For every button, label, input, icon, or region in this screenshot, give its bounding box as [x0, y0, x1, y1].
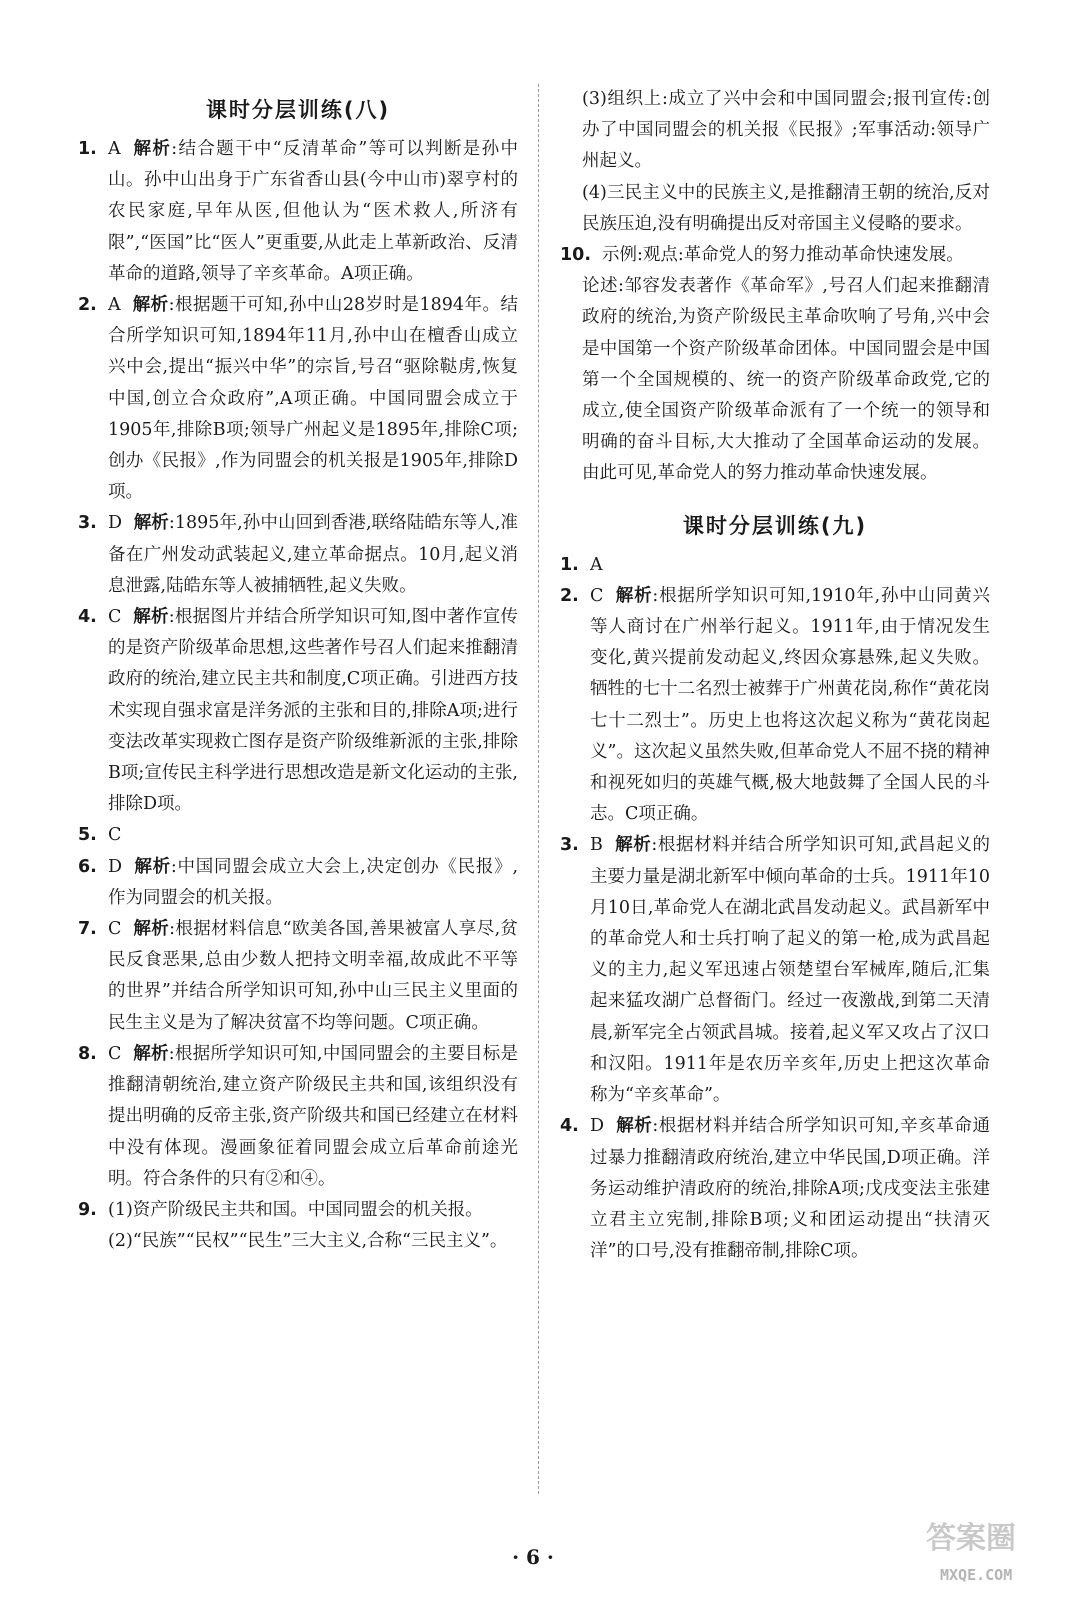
sub-answer-1: (1)资产阶级民主共和国。中国同盟会的机关报。: [108, 1199, 483, 1220]
watermark-main-text: 答案圈: [926, 1521, 1016, 1556]
answer-letter: A: [108, 139, 121, 159]
analysis-text: 根据材料信息“欧美各国,善果被富人享尽,贫民反食恶果,总由少数人把持文明幸福,故成此不平等的世界”并结合所学知识可知,孙中山三民主义里面的民生主义是为了解决贫富不均等问题。C项正确。: [108, 919, 519, 1033]
analysis-text: 根据所学知识可知,1910年,孙中山同黄兴等人商讨在广州举行起义。1911年,由于情况发生变化,黄兴提前发动起义,终因众寡悬殊,起义失败。牺牲的七十二名烈士被葬于广州黄花岗,称作“黄花岗七十二烈士”。历史上也将这次起义称为“黄花岗起义”。这次起义虽然失败,但革命党人不屈不挠的精神和视死如归的英雄气概,极大地鼓舞了全国人民的斗志。C项正确。: [590, 585, 991, 825]
analysis-label: 解析: [132, 295, 169, 316]
sub-answer-3: (3)组织上:成立了兴中会和中国同盟会;报刊宣传:创办了中国同盟会的机关报《民报》;军事活动:领导广州起义。: [582, 89, 990, 172]
answer-item-9-3: 3. B 解析:根据材料并结合所学知识可知,武昌起义的主要力量是湖北新军中倾向革命的士兵。1911年10月10日,革命党人在湖北武昌发动起义。武昌新军中的革命党人和士兵打响了起义的第一枪,成为武昌起义的主力,起义军迅速占领楚望台军械库,随后,汇集起来猛攻湖广总督衙门。经过一夜激战,到第二天清晨,新军完全占领武昌城。接着,起义军又攻占了汉口和汉阳。1911年是农历辛亥年,历史上把这次革命称为“辛亥革命”。: [560, 830, 990, 1111]
analysis-label: 解析: [134, 856, 171, 877]
sub-answer-4: (4)三民主义中的民族主义,是推翻清王朝的统治,反对民族压迫,没有明确提出反对帝国主义侵略的要求。: [582, 182, 990, 234]
answer-item-8-2: 2. A 解析:根据题干可知,孙中山28岁时是1894年。结合所学知识可知,1894年11月,孙中山在檀香山成立兴中会,提出“振兴中华”的宗旨,号召“驱除鞑虏,恢复中国,创立合众政府”,A项正确。中国同盟会成立于1905年,排除B项;领导广州起义是1895年,排除C项;创办《民报》,作为同盟会的机关报是1905年,排除D项。: [78, 290, 518, 508]
section-title-8: 课时分层训练(八): [205, 98, 391, 122]
analysis-text: 根据材料并结合所学知识可知,武昌起义的主要力量是湖北新军中倾向革命的士兵。1911年10月10日,革命党人在湖北武昌发动起义。武昌新军中的革命党人和士兵打响了起义的第一枪,成为武昌起义的主力,起义军迅速占领楚望台军械库,随后,汇集起来猛攻湖广总督衙门。经过一夜激战,到第二天清晨,新军完全占领武昌城。接着,起义军又攻占了汉口和汉阳。1911年是农历辛亥年,历史上把这次革命称为“辛亥革命”。: [590, 835, 990, 1106]
watermark-logo: [918, 1508, 1058, 1592]
analysis-label: 解析: [615, 585, 653, 606]
sub-answer-2: (2)“民族”“民权”“民生”三大主义,合称“三民主义”。: [108, 1231, 508, 1252]
watermark-url: MXQE.COM: [940, 1566, 1013, 1584]
analysis-text: 根据图片并结合所学知识可知,图中著作宣传的是资产阶级革命思想,这些著作号召人们起来推翻清政府的统治,建立民主共和制度,C项正确。引进西方技术实现自强求富是洋务派的主张和目的,排除A项;进行变法改革实现救亡图存是资产阶级维新派的主张,排除B项;宣传民主科学进行思想改造是新文化运动的主张,排除D项。: [108, 607, 518, 815]
answer-item-9-4: 4. D 解析:根据材料并结合所学知识可知,辛亥革命通过暴力推翻清政府统治,建立中华民国,D项正确。洋务运动维护清政府的统治,排除A项;戊戌变法主张建立君主立宪制,排除B项;义和团运动提出“扶清灭洋”的口号,没有推翻帝制,排除C项。: [560, 1111, 990, 1267]
item-number: 6.: [78, 856, 97, 877]
answer-item-8-8: 8. C 解析:根据所学知识可知,中国同盟会的主要目标是推翻清朝统治,建立资产阶级民主共和国,该组织没有提出明确的反帝主张,资产阶级共和国已经建立在材料中没有体现。漫画象征着同盟会成立后革命前途光明。符合条件的只有②和④。: [78, 1039, 518, 1195]
answer-item-8-3: 3. D 解析:1895年,孙中山回到香港,联络陆皓东等人,准备在广州发动武装起义,建立革命据点。10月,起义消息泄露,陆皓东等人被捕牺牲,起义失败。: [78, 508, 518, 602]
analysis-text: 1895年,孙中山回到香港,联络陆皓东等人,准备在广州发动武装起义,建立革命据点。10月,起义消息泄露,陆皓东等人被捕牺牲,起义失败。: [108, 513, 518, 596]
answer-item-8-1: 1. A 解析:结合题干中“反清革命”等可以判断是孙中山。孙中山出身于广东省香山县(今中山市)翠亨村的农民家庭,早年从医,但他认为“医术救人,所济有限”,“医国”比“医人”更重要,从此走上革新政治、反清革命的道路,领导了辛亥革命。A项正确。: [78, 134, 518, 290]
answer-item-8-9: [78, 1195, 518, 1257]
answer-letter: B: [590, 835, 603, 856]
answer-letter: C: [590, 585, 604, 606]
answer-letter: C: [108, 919, 122, 940]
answer-letter: C: [108, 825, 122, 846]
answer-letter: D: [108, 513, 123, 534]
analysis-text: 根据材料并结合所学知识可知,辛亥革命通过暴力推翻清政府统治,建立中华民国,D项正确。洋务运动维护清政府的统治,排除A项;戊戌变法主张建立君主立宪制,排除B项;义和团运动提出“扶清灭洋”的口号,没有推翻帝制,排除C项。: [590, 1116, 991, 1262]
item-number: 5.: [78, 825, 97, 846]
answer-item-8-4: 4. C 解析:根据图片并结合所学知识可知,图中著作宣传的是资产阶级革命思想,这些著作号召人们起来推翻清政府的统治,建立民主共和制度,C项正确。引进西方技术实现自强求富是洋务派的主张和目的,排除A项;进行变法改革实现救亡图存是资产阶级维新派的主张,排除B项;宣传民主科学进行思想改造是新文化运动的主张,排除D项。: [78, 602, 518, 820]
page-number: · 6 ·: [512, 1545, 554, 1569]
item-number: 3.: [78, 513, 97, 534]
analysis-text: 根据所学知识可知,中国同盟会的主要目标是推翻清朝统治,建立资产阶级民主共和国,该组织没有提出明确的反帝主张,资产阶级共和国已经建立在材料中没有体现。漫画象征着同盟会成立后革命前途光明。符合条件的只有②和④。: [108, 1043, 518, 1189]
item-number: 4.: [560, 1116, 579, 1137]
analysis-label: 解析: [133, 1043, 169, 1064]
analysis-label: 解析: [133, 919, 170, 940]
analysis-text: 中国同盟会成立大会上,决定创办《民报》,作为同盟会的机关报。: [108, 856, 519, 908]
item-number: 2.: [560, 585, 579, 606]
analysis-label: 解析: [133, 513, 169, 534]
answer-item-8-6: 6. D 解析:中国同盟会成立大会上,决定创办《民报》,作为同盟会的机关报。: [78, 852, 518, 914]
answer-letter: C: [108, 607, 122, 628]
analysis-label: 解析: [133, 607, 169, 628]
answer-item-9-2: 2. C 解析:根据所学知识可知,1910年,孙中山同黄兴等人商讨在广州举行起义。1911年,由于情况发生变化,黄兴提前发动起义,终因众寡悬殊,起义失败。牺牲的七十二名烈士被葬于广州黄花岗,称作“黄花岗七十二烈士”。历史上也将这次起义称为“黄花岗起义”。这次起义虽然失败,但革命党人不屈不挠的精神和视死如归的英雄气概,极大地鼓舞了全国人民的斗志。C项正确。: [560, 581, 990, 831]
item-number: 4.: [78, 607, 97, 628]
item-number: 7.: [78, 919, 97, 940]
item-number: 3.: [560, 835, 579, 856]
answer-letter: C: [108, 1043, 122, 1064]
item-number: 8.: [78, 1043, 97, 1064]
analysis-text: 根据题干可知,孙中山28岁时是1894年。结合所学知识可知,1894年11月,孙中山在檀香山成立兴中会,提出“振兴中华”的宗旨,号召“驱除鞑虏,恢复中国,创立合众政府”,A项正确。中国同盟会成立于1905年,排除B项;领导广州起义是1895年,排除C项;创办《民报》,作为同盟会的机关报是1905年,排除D项。: [108, 295, 518, 503]
item-number: 10.: [560, 245, 592, 266]
right-column: [560, 84, 990, 1267]
answer-item-8-10: [560, 240, 990, 490]
column-divider: [538, 84, 539, 1494]
answer-letter: A: [108, 295, 121, 316]
answer-letter: A: [590, 554, 603, 575]
item-number: 9.: [78, 1199, 97, 1220]
answer-item-8-9-continued: [560, 84, 990, 240]
argument-text: 论述:邹容发表著作《革命军》,号召人们起来推翻清政府的统治,为资产阶级民主革命吹响了号角,兴中会是中国第一个资产阶级革命团体。中国同盟会是中国第一个全国规模的、统一的资产阶级革命政党,它的成立,使全国资产阶级革命派有了一个统一的领导和明确的奋斗目标,大大推动了全国革命运动的发展。由此可见,革命党人的努力推动革命快速发展。: [582, 276, 990, 484]
analysis-label: 解析: [616, 1116, 653, 1137]
answer-item-8-5: [78, 820, 518, 851]
analysis-label: 解析: [133, 139, 172, 159]
answer-item-9-1: [560, 550, 990, 581]
item-number: 1.: [560, 554, 579, 575]
answer-item-8-7: 7. C 解析:根据材料信息“欧美各国,善果被富人享尽,贫民反食恶果,总由少数人把持文明幸福,故成此不平等的世界”并结合所学知识可知,孙中山三民主义里面的民生主义是为了解决贫富不均等问题。C项正确。: [78, 914, 518, 1039]
answer-letter: D: [108, 856, 123, 877]
answer-letter: D: [590, 1116, 605, 1137]
item-number: 1.: [78, 139, 97, 159]
viewpoint-text: 示例:观点:革命党人的努力推动革命快速发展。: [602, 245, 964, 266]
analysis-label: 解析: [615, 835, 652, 856]
analysis-text: 结合题干中“反清革命”等可以判断是孙中山。孙中山出身于广东省香山县(今中山市)翠亨村的农民家庭,早年从医,但他认为“医术救人,所济有限”,“医国”比“医人”更重要,从此走上革新政治、反清革命的道路,领导了辛亥革命。A项正确。: [108, 139, 518, 284]
left-column: [78, 88, 518, 1257]
section-title-9: 课时分层训练(九): [682, 513, 868, 538]
item-number: 2.: [78, 295, 97, 316]
